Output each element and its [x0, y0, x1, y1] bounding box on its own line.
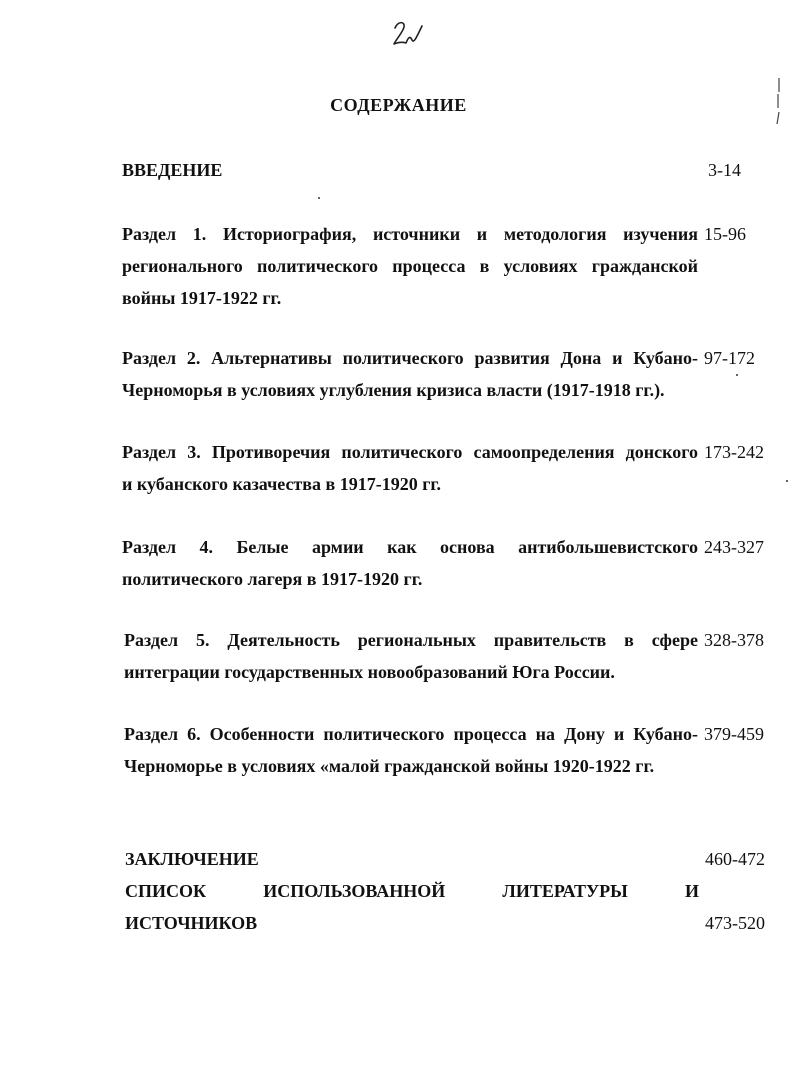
toc-entry-title: Раздел 5. Деятельность региональных правительств в сфере интеграции государственных новообразований Юга России. — [124, 630, 698, 682]
toc-entry-title: СПИСОК ИСПОЛЬЗОВАННОЙ ЛИТЕРАТУРЫ И ИСТОЧНИКОВ — [125, 881, 699, 933]
scan-speck — [786, 480, 788, 482]
toc-entry-pages: 15-96 — [704, 224, 746, 244]
scan-speck — [318, 197, 320, 199]
handwritten-page-number — [392, 18, 424, 50]
toc-entry-pages: 379-459 — [704, 724, 764, 744]
toc-entry-section-1 — [122, 218, 772, 314]
page-title: СОДЕРЖАНИЕ — [330, 95, 467, 115]
toc-entry-pages: 460-472 — [705, 849, 765, 869]
toc-entry-pages: 473-520 — [705, 913, 765, 933]
toc-entry-section-2 — [122, 342, 772, 406]
toc-entry-title: ВВЕДЕНИЕ — [122, 160, 223, 180]
toc-entry-title: Раздел 2. Альтернативы политического развития Дона и Кубано- Черноморья в условиях углубления кризиса власти (1917-1918 гг.). — [122, 348, 698, 400]
toc-entry-title: Раздел 4. Белые армии как основа антибольшевистского политического лагеря в 1917-1920 гг. — [122, 537, 698, 589]
toc-entry-section-4 — [122, 531, 772, 595]
toc-entry-pages: 3-14 — [708, 160, 741, 180]
toc-entry-introduction — [122, 154, 772, 186]
toc-entry-section-3 — [122, 436, 772, 500]
toc-entry-title: ЗАКЛЮЧЕНИЕ — [125, 849, 259, 869]
toc-entry-section-6 — [124, 718, 774, 782]
toc-entry-section-5 — [124, 624, 774, 688]
toc-entry-conclusion — [125, 843, 775, 875]
toc-entry-pages: 173-242 — [704, 442, 764, 462]
toc-entry-pages: 328-378 — [704, 630, 764, 650]
toc-entry-title: Раздел 3. Противоречия политического самоопределения донского и кубанского казачества в 1917-1920 гг. — [122, 442, 698, 494]
toc-entry-pages: 97-172 — [704, 348, 755, 368]
toc-entry-pages: 243-327 — [704, 537, 764, 557]
toc-entry-title: Раздел 6. Особенности политического процесса на Дону и Кубано- Черноморье в условиях «малой гражданской войны 1920-1922 гг. — [124, 724, 698, 776]
toc-entry-title: Раздел 1. Историография, источники и методология изучения регионального политического процесса в условиях гражданской войны 1917-1922 гг. — [122, 224, 698, 308]
toc-entry-bibliography — [125, 875, 775, 939]
